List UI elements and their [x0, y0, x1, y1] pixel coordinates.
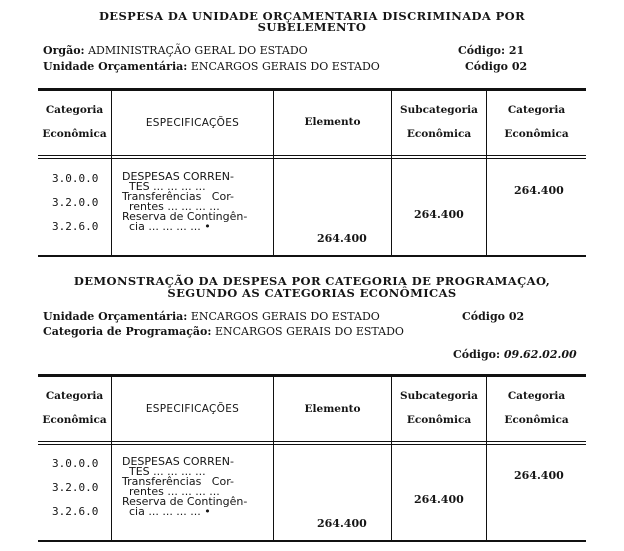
table1-header-subcat-line2: Econômica	[406, 128, 472, 140]
table1-header-cat-line2: Econômica	[42, 128, 107, 140]
section2-title-line2: SEGUNDO AS CATEGORIAS ECONÔMICAS	[167, 286, 457, 300]
table1-categoria-value: 264.400	[514, 184, 564, 197]
table1-subcategoria-value: 264.400	[414, 208, 464, 221]
section2-unidade-label: Unidade Orçamentária:	[43, 310, 188, 323]
section2-unidade-value: ENCARGOS GERAIS DO ESTADO	[190, 310, 380, 323]
categoria-programacao-value: ENCARGOS GERAIS DO ESTADO	[214, 325, 404, 338]
table2-header-especificacoes: ESPECIFICAÇÕES	[145, 403, 240, 415]
table1-specifications: DESPESAS CORREN- TES ... ... ... ... Transferências Cor- rentes ... ... ... ... Reserva de Contingên- cia ... ... ... ... •	[122, 170, 248, 233]
orgao-label: Orgão:	[43, 44, 85, 57]
table1-header-especificacoes: ESPECIFICAÇÕES	[145, 117, 240, 129]
table1-header-cat2-line1: Categoria	[507, 104, 566, 116]
table1-col-divider-1	[111, 91, 112, 255]
table2-header-cat-line2: Econômica	[42, 414, 107, 426]
categoria-programacao-codigo	[453, 348, 577, 361]
table2-header-rule	[38, 441, 586, 442]
table1-header-subcat-line1: Subcategoria	[400, 104, 478, 116]
unidade-codigo	[465, 60, 527, 73]
table1-header-cat2-line2: Econômica	[504, 128, 569, 140]
categoria-programacao-codigo-value: 09.62.02.00	[503, 348, 577, 361]
table1-header-rule	[38, 155, 586, 156]
section2-unidade-codigo	[462, 310, 524, 323]
table1-header-elemento: Elemento	[304, 116, 361, 128]
table2-header-elemento: Elemento	[304, 403, 361, 415]
table1-code-2: 3.2.0.0	[52, 196, 99, 209]
categoria-programacao-codigo-label: Código:	[453, 348, 501, 361]
table2-specifications: DESPESAS CORREN- TES ... ... ... ... Transferências Cor- rentes ... ... ... ... Reserva de Contingên- cia ... ... ... ... •	[122, 455, 248, 518]
unidade-codigo-value: 02	[511, 60, 528, 73]
table2-bottom-rule	[38, 540, 586, 542]
table1-elemento-value: 264.400	[317, 232, 367, 245]
table1-top-rule	[38, 88, 586, 91]
section1-title-line1: DESPESA DA UNIDADE ORÇAMENTARIA DISCRIMINADA POR	[98, 9, 526, 23]
table1-code-1: 3.0.0.0	[52, 172, 99, 185]
unidade-line	[43, 60, 380, 73]
table2-header-rule2	[38, 444, 586, 445]
categoria-programacao-label: Categoria de Programação:	[43, 325, 212, 338]
table2-header-subcat-line1: Subcategoria	[400, 390, 478, 402]
section1-title-line2: SUBELEMENTO	[257, 20, 367, 34]
orgao-line	[43, 44, 308, 57]
table2-header-cat2-line2: Econômica	[504, 414, 569, 426]
unidade-label: Unidade Orçamentária:	[43, 60, 188, 73]
table1-code-3: 3.2.6.0	[52, 220, 99, 233]
section2-title-line1: DEMONSTRAÇÃO DA DESPESA POR CATEGORIA DE PROGRAMAÇAO,	[73, 274, 551, 288]
unidade-codigo-label: Código	[465, 60, 508, 73]
table2-code-1: 3.0.0.0	[52, 457, 99, 470]
table2-code-2: 3.2.0.0	[52, 481, 99, 494]
table1-header-cat-line1: Categoria	[45, 104, 104, 116]
table2-elemento-value: 264.400	[317, 517, 367, 530]
orgao-value: ADMINISTRAÇÃO GERAL DO ESTADO	[88, 44, 308, 57]
table1-bottom-rule	[38, 255, 586, 257]
table1-header-rule2	[38, 158, 586, 159]
categoria-programacao-line	[43, 325, 404, 338]
section2-unidade-line	[43, 310, 380, 323]
table2-header-subcat-line2: Econômica	[406, 414, 472, 426]
unidade-value: ENCARGOS GERAIS DO ESTADO	[190, 60, 380, 73]
table2-subcategoria-value: 264.400	[414, 493, 464, 506]
orgao-codigo-label: Código:	[458, 44, 506, 57]
orgao-codigo-value: 21	[508, 44, 525, 57]
orgao-codigo	[458, 44, 524, 57]
section2-unidade-codigo-label: Código	[462, 310, 505, 323]
table2-top-rule	[38, 374, 586, 377]
table2-header-cat-line1: Categoria	[45, 390, 104, 402]
table2-col-divider-1	[111, 377, 112, 540]
table2-header-cat2-line1: Categoria	[507, 390, 566, 402]
table2-categoria-value: 264.400	[514, 469, 564, 482]
section2-unidade-codigo-value: 02	[508, 310, 525, 323]
table2-code-3: 3.2.6.0	[52, 505, 99, 518]
